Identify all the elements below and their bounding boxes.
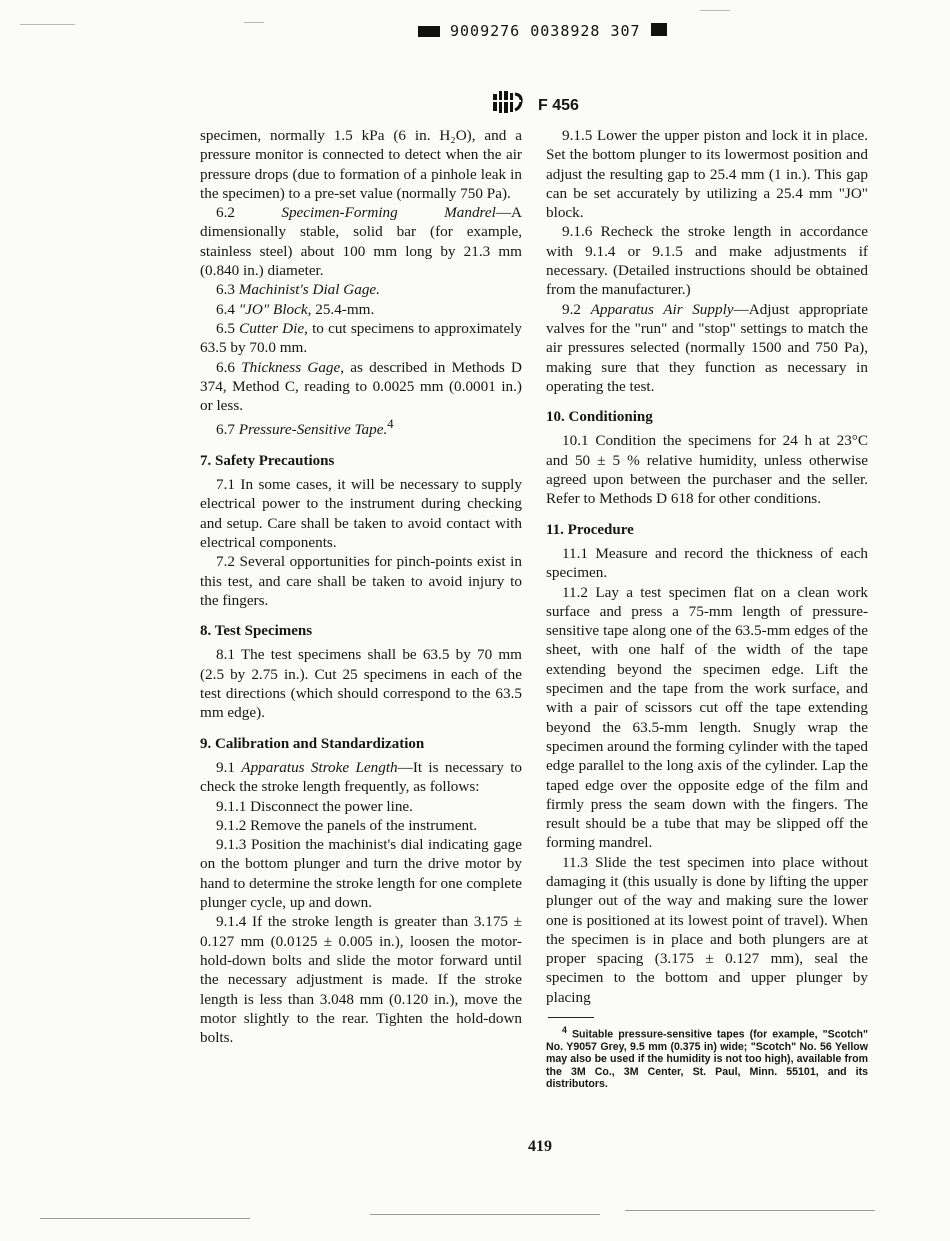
numbered-paragraph <box>546 431 868 508</box>
right-column-body <box>546 126 868 1007</box>
paragraph-text: The test specimens shall be 63.5 by 70 mm (2.5 by 2.75 in.). Cut 25 specimens in each of the test directions (which should correspond to the 63.5 mm edge). <box>200 646 522 722</box>
paragraph-text: Position the machinist's dial indicating gage on the bottom plunger and turn the drive motor by hand to determine the stroke length for one complete plunger cycle, up and down. <box>200 836 523 912</box>
paragraph-number: 6.5 <box>216 319 235 337</box>
paragraph-title: Thickness Gage <box>241 358 341 376</box>
paragraph-text: Lay a test specimen flat on a clean work surface and press a 75-mm length of pressure-sensitive tape along one of the 63.5-mm edges of the sheet, with one half of the width of the tape extending beyond the specimen edge. Lift the specimen and the tape from the work surface, and with a pair of scissors cut off the tape extending beyond the 63.5-mm length. Snugly wrap the specimen around the forming cylinder with the taped edge parallel to the long axis of the cylinder. Lap the taped edge over the opposite edge of the film and firmly press the seam down with the fingers. The result should be a tube that may be slipped off the forming mandrel. <box>546 583 868 852</box>
numbered-paragraph <box>546 222 868 299</box>
numbered-paragraph <box>200 280 522 299</box>
paragraph-text: —Adjust appropriate valves for the "run" and "stop" settings to match the air pressures selected (normally 1500 and 750 Pa), making sure that they function as necessary in operating the test. <box>546 300 868 395</box>
paragraph-title: Specimen-Forming Mandrel <box>281 204 496 222</box>
paragraph-title: Apparatus Stroke Length <box>241 758 398 776</box>
paragraph-number: 11.1 <box>562 544 589 562</box>
numbered-paragraph <box>200 797 522 816</box>
paragraph-number: 7.1 <box>216 476 235 494</box>
paragraph-text: Disconnect the power line. <box>250 797 413 815</box>
paragraph-number: 9.1.2 <box>216 816 247 834</box>
numbered-paragraph <box>200 415 522 439</box>
paragraph-title: Cutter Die <box>239 319 305 337</box>
standard-designation: F 456 <box>538 97 579 114</box>
paragraph-number: 9.1.3 <box>216 836 247 854</box>
section-heading: 9. Calibration and Standardization <box>200 735 425 752</box>
numbered-paragraph <box>546 300 868 396</box>
numbered-paragraph <box>200 645 522 722</box>
paragraph-title: Machinist's Dial Gage. <box>238 281 380 299</box>
numbered-paragraph <box>200 300 522 319</box>
numbered-paragraph <box>546 544 868 583</box>
paragraph-number: 9.1.5 <box>562 127 593 144</box>
right-column <box>546 126 868 1091</box>
scan-artifact-top-left <box>20 24 75 25</box>
code-block-left <box>418 26 440 37</box>
document-code-number: 9009276 0038928 307 <box>450 22 641 40</box>
paragraph-text: —A dimensionally stable, solid bar (for example, stainless steel) about 100 mm long by 21.3 mm (0.840 in.) diameter. <box>200 204 522 280</box>
numbered-paragraph <box>200 475 522 552</box>
page-number: 419 <box>528 1138 552 1155</box>
paragraph-number: 6.4 <box>216 300 235 318</box>
paragraph-number: 6.6 <box>216 358 235 376</box>
paragraph-text: , as described in Methods D 374, Method C, reading to 0.0025 mm (0.0001 in.) or less. <box>200 358 522 415</box>
paragraph-text: —It is necessary to check the stroke length frequently, as follows: <box>200 758 523 796</box>
numbered-paragraph <box>546 583 868 853</box>
paragraph-number: 6.3 <box>216 281 235 299</box>
numbered-paragraph <box>546 126 868 222</box>
paragraph-title: Apparatus Air Supply <box>590 300 734 318</box>
footnote-rule <box>548 1017 594 1018</box>
paragraph-title: "JO" Block <box>238 300 308 318</box>
paragraph-text: Measure and record the thickness of each specimen. <box>546 544 869 582</box>
paragraph-number: 11.3 <box>562 853 589 871</box>
numbered-paragraph <box>200 835 522 912</box>
numbered-paragraph <box>200 358 522 416</box>
numbered-paragraph <box>200 552 522 610</box>
paragraph-number: 9.1.1 <box>216 797 247 815</box>
footnote <box>546 1024 868 1091</box>
continued-paragraph: specimen, normally 1.5 kPa (6 in. H₂O), and a pressure monitor is connected to detect when the air pressure drops (due to formation of a pinhole leak in the specimen) to a pre-set value (normally 750 Pa). <box>200 127 522 202</box>
numbered-paragraph <box>200 319 522 358</box>
paragraph-number: 10.1 <box>562 432 589 450</box>
code-block-right <box>651 23 667 36</box>
numbered-paragraph <box>200 912 522 1047</box>
left-column <box>200 126 522 1047</box>
paragraph-number: 9.1.6 <box>562 223 593 241</box>
footnote-marker: 4 <box>562 1025 567 1036</box>
paragraph-number: 9.1.4 <box>216 913 247 931</box>
numbered-paragraph <box>546 853 868 1007</box>
section-heading: 8. Test Specimens <box>200 623 313 640</box>
scan-artifact-bottom-3 <box>625 1210 875 1211</box>
page-header <box>490 88 579 116</box>
section-heading: 7. Safety Precautions <box>200 452 335 469</box>
document-code-bar <box>418 20 667 42</box>
paragraph-number: 8.1 <box>216 646 235 664</box>
paragraph-text: If the stroke length is greater than 3.175 ± 0.127 mm (0.0125 ± 0.005 in.), loosen the motor-hold-down bolts and slide the motor forward until the necessary adjustment is made. If the stroke length is less than 3.048 mm (0.120 in.), move the motor slightly to the rear. Tighten the hold-down bolts. <box>200 913 523 1047</box>
section-heading: 10. Conditioning <box>546 409 653 426</box>
numbered-paragraph <box>200 203 522 280</box>
paragraph-text: Recheck the stroke length in accordance with 9.1.4 or 9.1.5 and make adjustments if necessary. (Detailed instructions should be obtained from the manufacturer.) <box>546 223 869 299</box>
paragraph-title: Pressure-Sensitive Tape. <box>238 421 388 439</box>
paragraph-text: Several opportunities for pinch-points exist in this test, and care shall be taken to avoid injury to the fingers. <box>200 553 522 609</box>
section-heading: 11. Procedure <box>546 521 634 538</box>
scan-artifact-bottom-1 <box>40 1218 250 1219</box>
paragraph-text: , 25.4-mm. <box>307 300 375 318</box>
paragraph-text: In some cases, it will be necessary to supply electrical power to the instrument during checking and setup. Care shall be taken to avoid contact with electrical components. <box>200 476 522 551</box>
scan-artifact-top-mid <box>244 22 264 23</box>
paragraph-number: 6.7 <box>216 421 235 439</box>
scan-artifact-top-right <box>700 10 730 11</box>
numbered-paragraph <box>200 758 522 797</box>
paragraph-text: Condition the specimens for 24 h at 23°C and 50 ± 5 % relative humidity, unless otherwise agreed upon between the purchaser and the seller. Refer to Methods D 618 for other conditions. <box>546 432 868 508</box>
paragraph-number: 7.2 <box>216 553 235 571</box>
paragraph-text: , to cut specimens to approximately 63.5 by 70.0 mm. <box>200 319 522 357</box>
footnote-reference: 4 <box>387 417 394 432</box>
paragraph-text: Lower the upper piston and lock it in place. Set the bottom plunger to its lowermost position and adjust the resulting gap to 25.4 mm (1 in.). This gap can be set accurately by utilizing a 25.4 mm "JO" block. <box>546 127 868 222</box>
paragraph-number: 9.2 <box>562 300 581 318</box>
paragraph-text: Slide the test specimen into place without damaging it (this usually is done by lifting the upper plunger out of the way and making sure the lower one is positioned at its lowest point of travel). When the specimen is in place and both plungers are at proper spacing (3.175 ± 0.127 mm), seal the specimen to the bottom and upper plunger by placing <box>546 853 869 1006</box>
numbered-paragraph <box>200 816 522 835</box>
paragraph-number: 11.2 <box>562 583 589 601</box>
scan-artifact-bottom-2 <box>370 1214 600 1215</box>
astm-logo-icon <box>490 88 524 116</box>
footnote-text: Suitable pressure-sensitive tapes (for example, "Scotch" No. Y9057 Grey, 9.5 mm (0.375 in) wide; "Scotch" No. 56 Yellow may also be used if the humidity is not too high), available from the 3M Co., 3M Center, St. Paul, Minn. 55101, and its distributors. <box>546 1028 868 1091</box>
paragraph-text: Remove the panels of the instrument. <box>250 816 478 834</box>
paragraph-number: 9.1 <box>216 758 235 776</box>
paragraph-number: 6.2 <box>216 204 235 222</box>
